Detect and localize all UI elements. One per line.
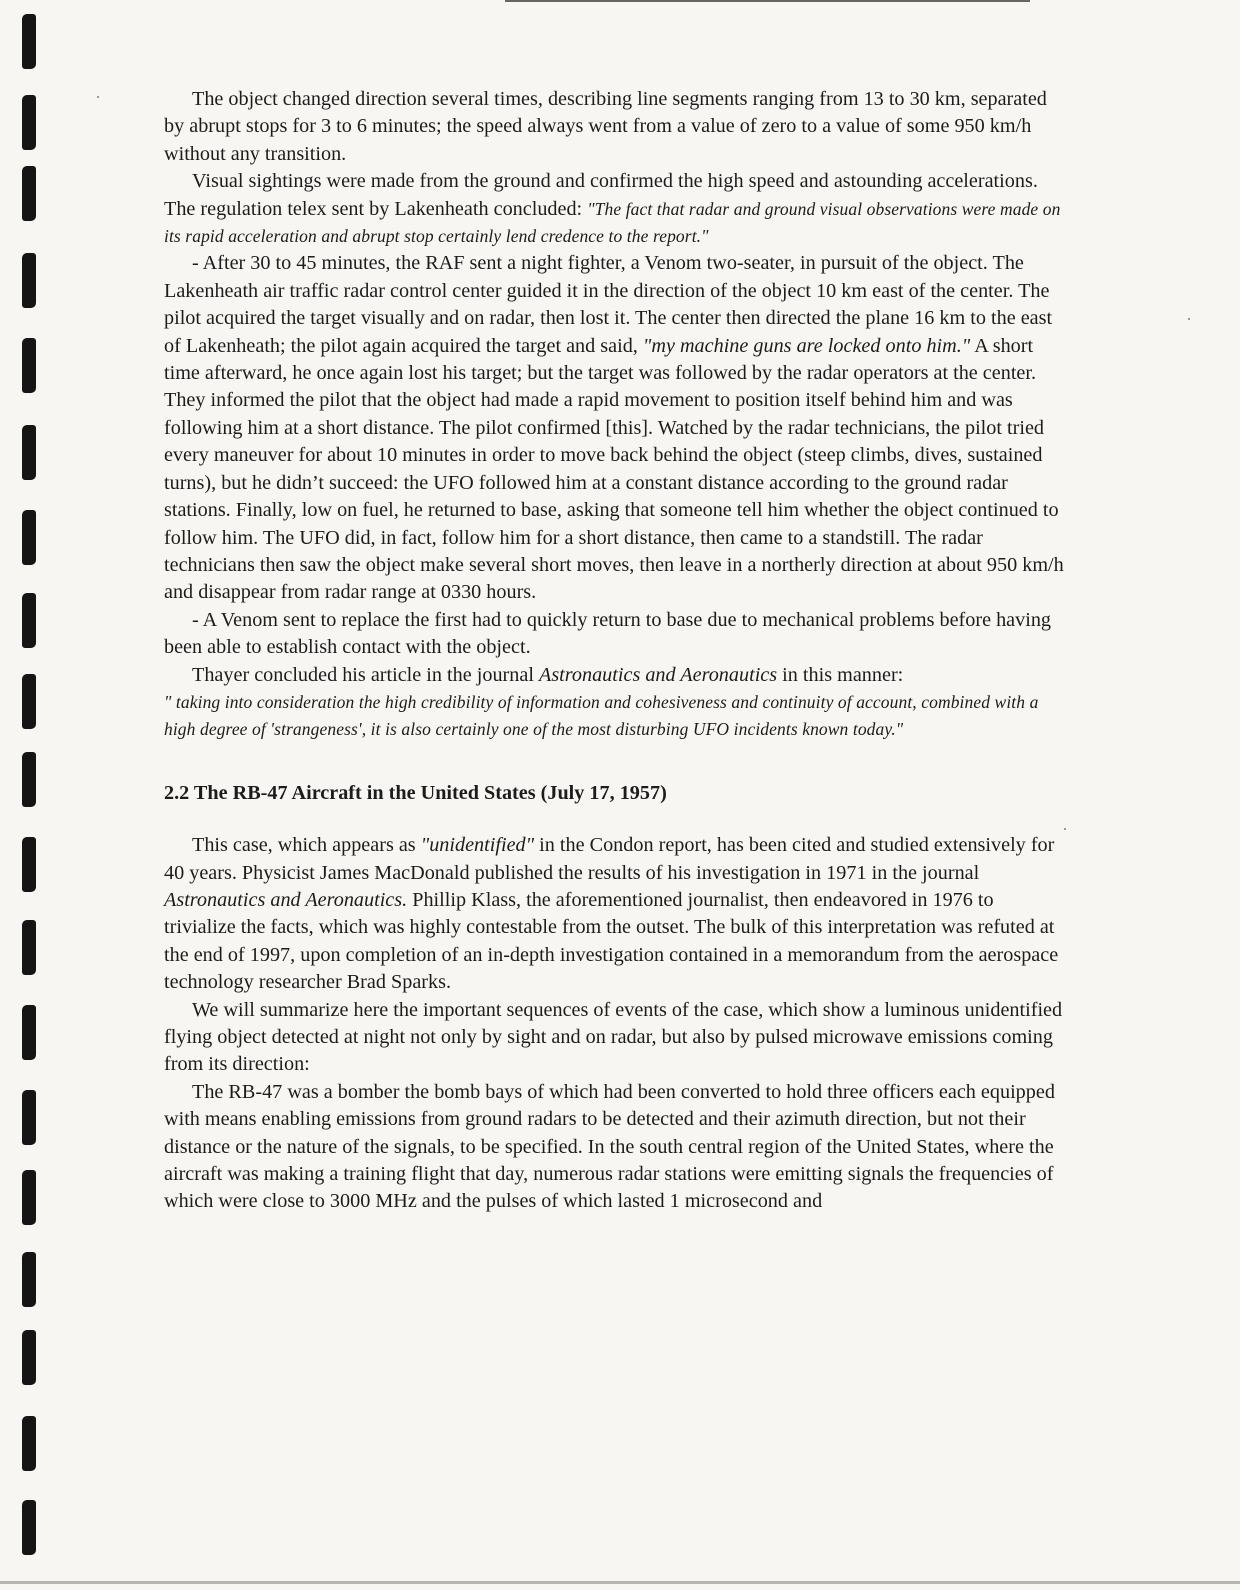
- binding-hole-icon: [22, 338, 36, 393]
- binding-hole-icon: [22, 837, 36, 892]
- binding-hole-icon: [22, 1090, 36, 1145]
- binding-hole-icon: [22, 593, 36, 648]
- journal-title: Astronautics and Aeronautics.: [164, 888, 408, 911]
- binding-hole-icon: [22, 1500, 36, 1555]
- paragraph-text: in this manner:: [777, 663, 904, 686]
- binding-hole-icon: [22, 752, 36, 807]
- paragraph-text: Thayer concluded his article in the journal: [192, 663, 539, 686]
- binding-hole-icon: [22, 1005, 36, 1060]
- binding-hole-icon: [22, 95, 36, 150]
- paragraph: [164, 832, 1064, 996]
- paragraph: [164, 997, 1064, 1079]
- paragraph: [164, 250, 1064, 606]
- paragraph-text: The RB-47 was a bomber the bomb bays of which had been converted to hold three officers each equipped with means enabling emissions from ground radars to be detected and their azimuth direction, but not their distance or the nature of the signals, to be specified. In the south central region of the United States, where the aircraft was making a training flight that day, numerous radar stations were emitting signals the frequencies of which were close to 3000 MHz and the pulses of which lasted 1 microsecond and: [164, 1080, 1055, 1213]
- binding-hole-icon: [22, 1252, 36, 1307]
- paragraph-text: - A Venom sent to replace the first had to quickly return to base due to mechanical problems before having been able to establish contact with the object.: [164, 608, 1052, 659]
- document-body: [164, 86, 1064, 1216]
- paragraph: [164, 662, 1064, 744]
- section-heading: 2.2 The RB-47 Aircraft in the United States (July 17, 1957): [164, 781, 667, 804]
- paragraph-text: Visual sightings were made from the ground and confirmed the high speed and astounding accelerations. The regulation telex sent by Lakenheath concluded:: [164, 170, 1038, 220]
- paragraph-text: in the Condon report, has been cited and studied extensively for 40 years. Physicist James MacDonald published the results of his investigation in 1971 in the journal: [164, 834, 1055, 884]
- binding-hole-icon: [22, 14, 36, 69]
- binding-hole-icon: [22, 1416, 36, 1471]
- pilot-quote: "my machine guns are locked onto him.": [642, 334, 971, 357]
- paragraph-text: Phillip Klass, the aforementioned journalist, then endeavored in 1976 to trivialize the facts, which was highly contestable from the outset. The bulk of this interpretation was refuted at the end of 1997, upon completion of an in-depth investigation contained in a memorandum from the aerospace technology researcher Brad Sparks.: [164, 888, 1059, 994]
- paragraph-text: We will summarize here the important sequences of events of the case, which show a luminous unidentified flying object detected at night not only by sight and on radar, but also by pulsed microwave emissions coming from its direction:: [164, 998, 1063, 1076]
- binding-hole-icon: [22, 510, 36, 565]
- paragraph-text: - After 30 to 45 minutes, the RAF sent a night fighter, a Venom two-seater, in pursuit of the object. The Lakenheath air traffic radar control center guided it in the direction of the object 10 km east of the center. The pilot acquired the target visually and on radar, then lost it. The center then directed the plane 16 km to the east of Lakenheath; the pilot again acquired the target and said,: [164, 252, 1053, 357]
- paragraph: [164, 86, 1064, 168]
- binding-hole-icon: [22, 253, 36, 308]
- paragraph-text: The object changed direction several times, describing line segments ranging from 13 to 30 km, separated by abrupt stops for 3 to 6 minutes; the speed always went from a value of zero to a value of some 950 km/h without any transition.: [164, 88, 1047, 165]
- condon-quote: "unidentified": [420, 834, 535, 857]
- binding-hole-icon: [22, 1170, 36, 1225]
- paragraph-text: This case, which appears as: [192, 834, 421, 857]
- paragraph-text: A short time afterward, he once again lost his target; but the target was followed by the radar operators at the center. They informed the pilot that the object had made a rapid movement to position itself behind him and was following him at a short distance. The pilot confirmed [this]. Watched by the radar technicians, the pilot tried every maneuver for about 10 minutes in order to move back behind the object (steep climbs, dives, sustained turns), but he didn’t succeed: the UFO followed him at a constant distance according to the ground radar stations. Finally, low on fuel, he returned to base, asking that someone tell him whether the object continued to follow him. The UFO did, in fact, follow him for a short distance, then came to a standstill. The radar technicians then saw the object make several short moves, then leave in a northerly direction at about 950 km/h and disappear from radar range at 0330 hours.: [164, 334, 1064, 604]
- page-bottom-edge: [0, 1581, 1240, 1584]
- paragraph: [164, 607, 1064, 662]
- binding-hole-icon: [22, 425, 36, 480]
- binding-hole-icon: [22, 1330, 36, 1385]
- paragraph: [164, 168, 1064, 250]
- binding-hole-icon: [22, 674, 36, 729]
- scan-speck: [97, 96, 99, 98]
- thayer-quote: " taking into consideration the high credibility of information and cohesiveness and continuity of account, combined with a high degree of 'strangeness', it is also certainly one of the most disturbing UFO incidents known today.": [164, 691, 1039, 740]
- binding-holes: [0, 0, 60, 1590]
- page-top-edge: [505, 0, 1030, 2]
- binding-hole-icon: [22, 920, 36, 975]
- paragraph: [164, 1079, 1064, 1216]
- journal-title: Astronautics and Aeronautics: [538, 663, 778, 686]
- scan-speck: [1064, 828, 1066, 830]
- binding-hole-icon: [22, 166, 36, 221]
- telex-quote: "The fact that radar and ground visual observations were made on its rapid acceleration and abrupt stop certainly lend credence to the report.": [164, 198, 1061, 247]
- scan-speck: [1188, 318, 1190, 320]
